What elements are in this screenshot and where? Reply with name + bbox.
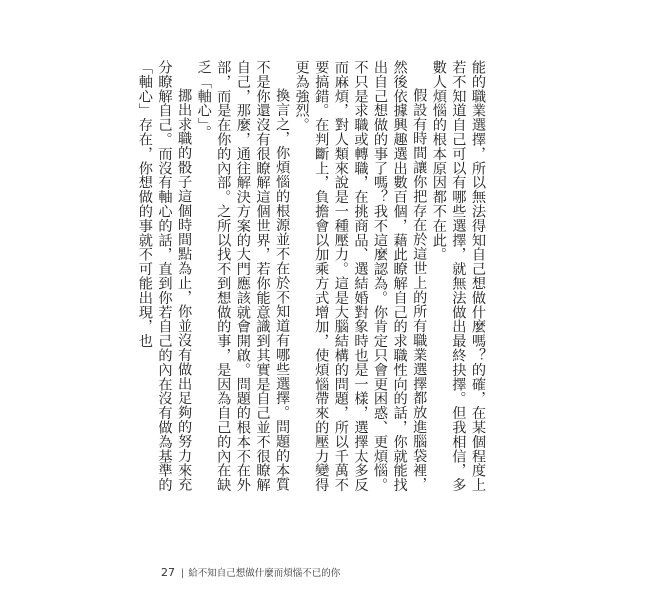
body-text: [134, 60, 487, 492]
running-title: 給不知自己想做什麼而煩惱不已的你: [188, 568, 341, 579]
paragraph-2: 假設有時間讓你把存在於這世上的所有職業選擇都放進腦袋裡，然後依據興趣選出數百個，藉此瞭解自己的求職性向的話，你就能找出自己想做的事了嗎？我不這麼認為。你肯定只會更困惑、更煩惱。不只是求職或轉職，在挑商品、選結婚對象時也是一樣，選擇太多反而麻煩，對人類來說是一種壓力。這是大腦結構的問題，所以千萬不要搞錯。在判斷上，負擔會以加乘方式增加，使煩惱帶來的壓力變得更為強烈。: [293, 60, 428, 492]
paragraph-1: 能的職業選擇，所以無法得知自己想做什麼嗎？的確，在某個程度上若不知道自己可以有哪些選擇，就無法做出最終抉擇。但我相信，多數人煩惱的根本原因都不在此。: [430, 60, 486, 492]
paragraph-3: 換言之，你煩惱的根源並不在於不知道有哪些選擇。問題的本質不是你還沒有很瞭解這個世界，若你能意識到其實是自己並不很瞭解自己，那麼，通往解決方案的大門應該就會開啟。問題的根本不在外部，而是在你的內部。之所以找不到想做的事，是因為自己的內在缺乏「軸心」。: [195, 60, 291, 492]
paragraph-4: 挪出求職的骰子這個時間點為止，你並沒有做出足夠的努力來充分瞭解自己。而沒有軸心的話，直到你若自己的內在沒有做為基準的「軸心」存在，你想做的事就不可能出現，也: [136, 60, 193, 492]
page-number: 27: [161, 566, 175, 579]
footer-separator: |: [181, 568, 185, 579]
page-footer: [161, 565, 340, 579]
